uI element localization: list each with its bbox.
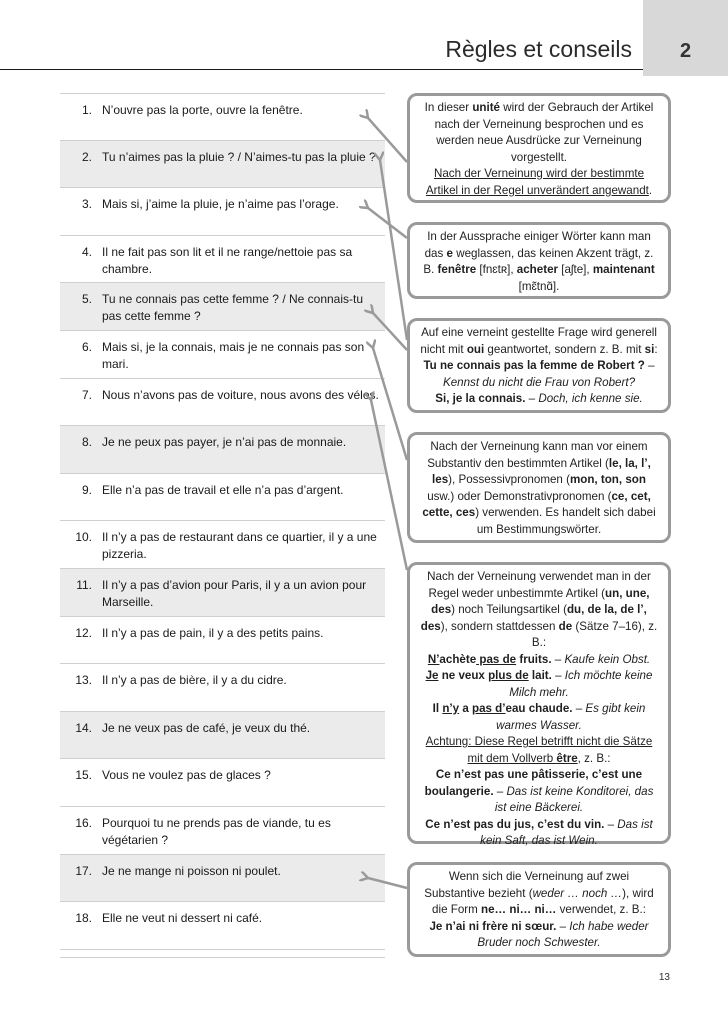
note-text: usw.) oder Demonstrativpronomen ( — [427, 489, 612, 503]
item-text: Il ne fait pas son lit et il ne range/nettoie pas sa chambre. — [102, 244, 353, 276]
note-text: – — [572, 702, 586, 715]
note-text: [aʃte], — [558, 263, 593, 276]
note-translation: Das ist keine Konditorei, das ist eine Bäckerei. — [494, 784, 654, 814]
note-bold: maintenant — [592, 263, 655, 276]
item-text: Il n’y a pas d’avion pour Paris, il y a un avion pour Marseille. — [102, 577, 367, 609]
note-text: , z. B.: — [577, 751, 611, 765]
item-number: 8. — [81, 435, 92, 450]
note-bold: acheter — [516, 263, 559, 276]
page-title: Règles et conseils — [445, 36, 632, 62]
note-example: a — [459, 702, 472, 715]
item-number: 2. — [81, 149, 92, 164]
note-text: geantwortet, sondern z. B. mit — [484, 342, 645, 356]
note-box-determiners — [407, 432, 671, 543]
note-example: Il — [432, 702, 443, 715]
note-bold: ce, cet, cette, ces — [422, 489, 651, 519]
note-translation: Ich möchte keine Milch mehr. — [509, 669, 653, 699]
item-text: Tu n’aimes pas la pluie ? / N’aimes-tu pas la pluie ? — [102, 149, 376, 164]
note-text: : — [654, 342, 658, 356]
note-text: Wenn sich die Verneinung auf zwei Substantive bezieht ( — [424, 870, 630, 900]
note-bold: un, une, des — [431, 586, 650, 616]
note-example: Ce n’est pas une pâtisserie, c’est une boulangerie. — [424, 768, 643, 798]
note-text: – — [604, 817, 618, 831]
note-text: [mɛ̃tnɑ̃]. — [518, 279, 560, 293]
note-underline: Nach der Verneinung wird der bestimmte Artikel in der Regel unverändert angewandt — [425, 167, 649, 197]
note-text: – — [551, 652, 565, 666]
item-number: 16. — [75, 815, 92, 830]
note-example: pas d’ — [471, 702, 506, 715]
item-text: Je ne mange ni poisson ni poulet. — [102, 863, 281, 878]
note-translation: Doch, ich kenne sie. — [538, 392, 643, 405]
note-bold: unité — [472, 101, 501, 114]
item-text: Pourquoi tu ne prends pas de viande, tu es végétarien ? — [102, 815, 331, 847]
item-number: 9. — [81, 482, 92, 497]
note-text: ) noch Teilungsartikel ( — [451, 603, 567, 616]
note-text: verwendet, z. B.: — [556, 903, 646, 916]
arrow-note1-to-item1 — [368, 118, 407, 162]
item-number: 11. — [76, 577, 92, 592]
note-translation: Kaufe kein Obst. — [564, 652, 651, 666]
note-bold: fenêtre — [437, 263, 477, 276]
item-number: 3. — [81, 197, 92, 212]
arrow-note3-to-item5 — [373, 313, 407, 350]
item-number: 17. — [75, 863, 92, 878]
arrow-note5-to-item7 — [371, 400, 407, 570]
item-text: Vous ne voulez pas de glaces ? — [102, 768, 271, 783]
note-bold: ne… ni… ni… — [481, 903, 557, 916]
note-example: ne veux — [438, 669, 489, 682]
note-example: plus de — [488, 669, 529, 682]
arrow-note6-to-item17 — [368, 878, 407, 888]
note-translation: Ich habe weder Bruder noch Schwester. — [477, 919, 649, 949]
note-text: Nach der Verneinung verwendet man in der Regel weder unbestimmte Artikel ( — [427, 570, 651, 600]
note-example: Je n’ai ni frère ni sœur. — [429, 919, 557, 933]
note-text: (Sätze 7–16), z. B.: — [531, 619, 658, 649]
note-example: Tu ne connais pas la femme de Robert ? — [423, 359, 645, 372]
item-text: Je ne peux pas payer, je n’ai pas de monnaie. — [102, 435, 347, 450]
note-example: n’y — [442, 702, 460, 715]
note-translation: Kennst du nicht die Frau von Robert? — [442, 375, 636, 389]
note-box-de-rule — [407, 562, 671, 847]
note-box-ni-ni — [407, 862, 671, 957]
note-text: – — [644, 359, 655, 372]
item-text: Nous n’avons pas de voiture, nous avons des vélos. — [102, 387, 379, 402]
note-text: . — [648, 183, 653, 197]
note-text: [fnɛtʀ], — [476, 263, 517, 276]
note-warning: Achtung: Diese Regel betrifft nicht die Sätze mit dem Vollverb — [425, 735, 653, 765]
note-text: – — [493, 784, 507, 798]
note-box-pronunciation — [407, 222, 671, 299]
note-example: N’ — [427, 652, 440, 666]
note-bold: oui — [466, 342, 485, 356]
note-text: Nach der Verneinung kann man vor einem Substantiv den bestimmten Artikel ( — [427, 440, 648, 470]
item-text: Mais si, j’aime la pluie, je n’aime pas l’orage. — [102, 197, 339, 212]
item-text: Il n’y a pas de pain, il y a des petits pains. — [102, 625, 324, 640]
item-number: 6. — [81, 339, 92, 354]
note-bold: de — [558, 619, 573, 633]
item-text: Mais si, je la connais, mais je ne connais pas son mari. — [102, 339, 365, 371]
item-text: Il n’y a pas de restaurant dans ce quartier, il y a une pizzeria. — [102, 530, 377, 562]
item-text: Je ne veux pas de café, je veux du thé. — [102, 720, 311, 735]
note-example: Je — [425, 669, 439, 682]
note-text: weglassen, das keinen Akzent trägt, z. B. — [423, 246, 654, 276]
note-example: fruits. — [516, 652, 552, 666]
note-example: achète — [439, 652, 477, 666]
item-number: 18. — [75, 911, 92, 926]
item-number: 5. — [81, 292, 92, 307]
note-text: In der Aussprache einiger Wörter kann man das — [424, 230, 651, 260]
item-text: Elle ne veut ni dessert ni café. — [102, 911, 263, 926]
note-bold: du, de la, de l’, des — [420, 603, 647, 633]
note-example: lait. — [528, 669, 552, 682]
arrow-note3-to-item2 — [380, 160, 407, 340]
note-text: ), sondern stattdessen — [440, 619, 559, 633]
item-number: 12. — [75, 625, 92, 640]
item-number: 7. — [81, 387, 92, 402]
note-example: Si, je la connais. — [435, 392, 526, 405]
note-box-si-answer — [407, 318, 671, 413]
note-bold: le, la, l’, les — [432, 456, 651, 486]
note-text: – — [556, 919, 570, 933]
item-text: N’ouvre pas la porte, ouvre la fenêtre. — [102, 103, 303, 117]
note-text: Auf eine verneint gestellte Frage wird generell nicht mit — [420, 326, 657, 356]
item-number: 1. — [81, 103, 92, 117]
note-text: ) verwenden. Es handelt sich dabei um Bestimmungswörter. — [475, 506, 656, 536]
note-bold: être — [556, 751, 578, 765]
note-bold: si — [644, 342, 655, 356]
note-translation: Es gibt kein warmes Wasser. — [496, 702, 646, 732]
note-text: ), wird die Form — [432, 886, 654, 916]
arrow-note4-to-item6 — [373, 348, 407, 460]
note-example: pas de — [476, 652, 517, 666]
note-translation: Das ist kein Saft, das ist Wein. — [480, 817, 653, 847]
note-example: Ce n’est pas du jus, c’est du vin. — [425, 817, 605, 831]
item-number: 10. — [75, 530, 92, 545]
item-text: Elle n’a pas de travail et elle n’a pas d’argent. — [102, 482, 344, 497]
note-box-unite — [407, 93, 671, 203]
item-number: 15. — [75, 768, 92, 783]
note-text: In dieser — [424, 101, 473, 114]
note-text: – — [525, 392, 539, 405]
note-bold: mon, ton, son — [569, 473, 646, 486]
chapter-number: 2 — [679, 40, 692, 62]
note-italic: weder … noch … — [532, 886, 623, 900]
note-text: ), Possessivpronomen ( — [448, 473, 570, 486]
note-text: – — [551, 669, 565, 682]
note-bold: e — [446, 246, 453, 260]
item-number: 14. — [75, 720, 92, 735]
note-text: wird der Gebrauch der Artikel nach der Verneinung besprochen und es werden neue Ausdrücke zur Verneinung vorgestellt. — [434, 101, 654, 164]
page-number: 13 — [658, 972, 670, 983]
note-example: eau chaude. — [505, 702, 573, 715]
item-text: Tu ne connais pas cette femme ? / Ne connais-tu pas cette femme ? — [102, 292, 364, 324]
item-text: Il n’y a pas de bière, il y a du cidre. — [102, 673, 287, 688]
item-number: 13. — [75, 673, 92, 688]
item-number: 4. — [81, 244, 92, 259]
